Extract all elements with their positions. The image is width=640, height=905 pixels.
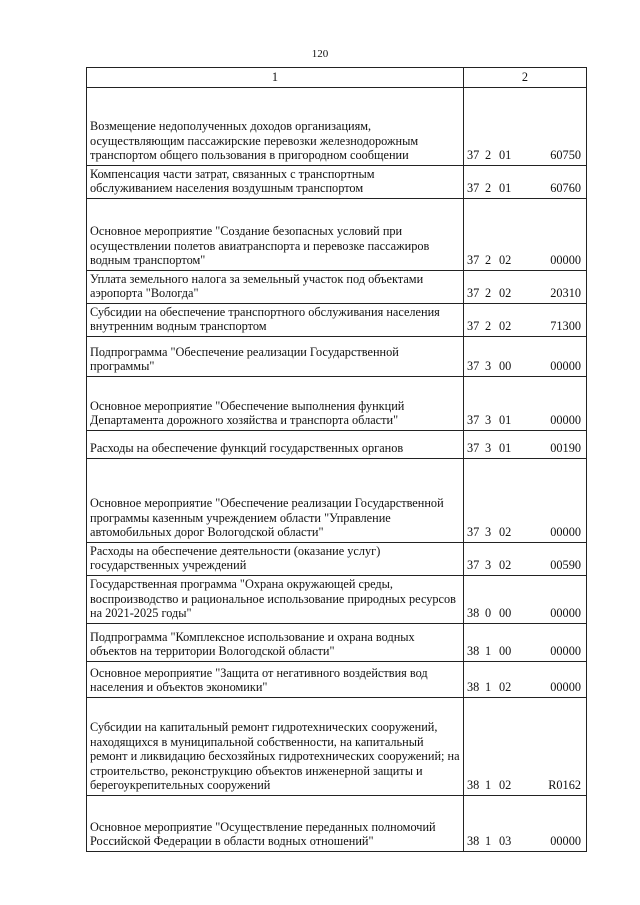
- row-classification-code: [464, 697, 587, 795]
- table-row: [87, 661, 587, 697]
- program-code: 37: [467, 286, 480, 300]
- program-code: 37: [467, 359, 480, 373]
- table-row: [87, 430, 587, 458]
- budget-classification-table: [86, 67, 587, 852]
- measure-code: 01: [499, 413, 512, 427]
- direction-code: 00590: [550, 558, 581, 572]
- row-classification-code: [464, 575, 587, 623]
- table-row: [87, 376, 587, 430]
- direction-code: 60750: [550, 148, 581, 162]
- row-description: Субсидии на обеспечение транспортного обслуживания населения внутренним водным транспортом: [87, 303, 464, 336]
- row-classification-code: [464, 198, 587, 270]
- table-row: [87, 623, 587, 661]
- row-description: Расходы на обеспечение функций государственных органов: [87, 430, 464, 458]
- page-number: 120: [311, 48, 329, 60]
- table-row: [87, 697, 587, 795]
- measure-code: 02: [499, 253, 512, 267]
- row-classification-code: [464, 458, 587, 542]
- direction-code: 00000: [550, 680, 581, 694]
- measure-code: 00: [499, 644, 512, 658]
- row-classification-code: [464, 87, 587, 165]
- row-classification-code: [464, 623, 587, 661]
- program-code: 37: [467, 181, 480, 195]
- row-description: Основное мероприятие "Защита от негативного воздействия вод населения и объектов экономики": [87, 661, 464, 697]
- subprogram-code: 2: [485, 181, 492, 195]
- measure-code: 02: [499, 778, 512, 792]
- row-description: Субсидии на капитальный ремонт гидротехнических сооружений, находящихся в муниципальной собственности, на капитальный ремонт и ликвидацию бесхозяйных гидротехнических сооружений; на строительство, реконструкцию объектов инженерной защиты и берегоукрепительных сооружений: [87, 697, 464, 795]
- subprogram-code: 2: [485, 253, 492, 267]
- measure-code: 01: [499, 441, 512, 455]
- direction-code: 00000: [550, 359, 581, 373]
- table-row: [87, 303, 587, 336]
- direction-code: 20310: [550, 286, 581, 300]
- measure-code: 00: [499, 359, 512, 373]
- table-row: [87, 575, 587, 623]
- program-code: 38: [467, 778, 480, 792]
- subprogram-code: 3: [485, 441, 492, 455]
- table-row: [87, 336, 587, 376]
- subprogram-code: 1: [485, 680, 492, 694]
- subprogram-code: 2: [485, 319, 492, 333]
- direction-code: 60760: [550, 181, 581, 195]
- subprogram-code: 2: [485, 148, 492, 162]
- row-description: Основное мероприятие "Осуществление переданных полномочий Российской Федерации в области водных отношений": [87, 795, 464, 851]
- measure-code: 03: [499, 834, 512, 848]
- program-code: 37: [467, 558, 480, 572]
- subprogram-code: 0: [485, 606, 492, 620]
- table-row: [87, 270, 587, 303]
- subprogram-code: 1: [485, 834, 492, 848]
- program-code: 38: [467, 680, 480, 694]
- measure-code: 02: [499, 319, 512, 333]
- table-row: [87, 458, 587, 542]
- measure-code: 02: [499, 558, 512, 572]
- row-description: Основное мероприятие "Обеспечение выполнения функций Департамента дорожного хозяйства и транспорта области": [87, 376, 464, 430]
- row-description: Расходы на обеспечение деятельности (оказание услуг) государственных учреждений: [87, 542, 464, 575]
- subprogram-code: 1: [485, 778, 492, 792]
- row-description: Компенсация части затрат, связанных с транспортным обслуживанием населения воздушным транспортом: [87, 165, 464, 198]
- row-classification-code: [464, 336, 587, 376]
- program-code: 37: [467, 319, 480, 333]
- direction-code: R0162: [548, 778, 581, 792]
- measure-code: 02: [499, 525, 512, 539]
- direction-code: 00000: [550, 644, 581, 658]
- row-description: Возмещение недополученных доходов организациям, осуществляющим пассажирские перевозки железнодорожным транспортом общего пользования в пригородном сообщении: [87, 87, 464, 165]
- program-code: 37: [467, 413, 480, 427]
- direction-code: 71300: [550, 319, 581, 333]
- row-classification-code: [464, 661, 587, 697]
- direction-code: 00000: [550, 253, 581, 267]
- subprogram-code: 2: [485, 286, 492, 300]
- measure-code: 01: [499, 148, 512, 162]
- direction-code: 00000: [550, 606, 581, 620]
- row-classification-code: [464, 542, 587, 575]
- subprogram-code: 1: [485, 644, 492, 658]
- direction-code: 00000: [550, 413, 581, 427]
- row-classification-code: [464, 376, 587, 430]
- table-row: [87, 165, 587, 198]
- direction-code: 00190: [550, 441, 581, 455]
- row-description: Государственная программа "Охрана окружающей среды, воспроизводство и рациональное использование природных ресурсов на 2021-2025 годы": [87, 575, 464, 623]
- row-classification-code: [464, 270, 587, 303]
- row-classification-code: [464, 430, 587, 458]
- row-description: Подпрограмма "Обеспечение реализации Государственной программы": [87, 336, 464, 376]
- row-description: Уплата земельного налога за земельный участок под объектами аэропорта "Вологда": [87, 270, 464, 303]
- table-row: [87, 87, 587, 165]
- program-code: 37: [467, 525, 480, 539]
- column-header-1: 1: [87, 68, 464, 88]
- measure-code: 00: [499, 606, 512, 620]
- program-code: 37: [467, 253, 480, 267]
- subprogram-code: 3: [485, 413, 492, 427]
- program-code: 38: [467, 834, 480, 848]
- subprogram-code: 3: [485, 525, 492, 539]
- row-description: Основное мероприятие "Создание безопасных условий при осуществлении полетов авиатранспорта и перевозке пассажиров водным транспортом": [87, 198, 464, 270]
- row-description: Основное мероприятие "Обеспечение реализации Государственной программы казенным учреждением области "Управление автомобильных дорог Вологодской области": [87, 458, 464, 542]
- measure-code: 02: [499, 680, 512, 694]
- direction-code: 00000: [550, 834, 581, 848]
- program-code: 38: [467, 644, 480, 658]
- measure-code: 01: [499, 181, 512, 195]
- subprogram-code: 3: [485, 558, 492, 572]
- direction-code: 00000: [550, 525, 581, 539]
- program-code: 38: [467, 606, 480, 620]
- table-row: [87, 198, 587, 270]
- table-header-row: [87, 68, 587, 88]
- table-row: [87, 542, 587, 575]
- table-row: [87, 795, 587, 851]
- row-description: Подпрограмма "Комплексное использование и охрана водных объектов на территории Вологодской области": [87, 623, 464, 661]
- subprogram-code: 3: [485, 359, 492, 373]
- row-classification-code: [464, 165, 587, 198]
- measure-code: 02: [499, 286, 512, 300]
- row-classification-code: [464, 303, 587, 336]
- row-classification-code: [464, 795, 587, 851]
- column-header-2: 2: [464, 68, 587, 88]
- program-code: 37: [467, 441, 480, 455]
- program-code: 37: [467, 148, 480, 162]
